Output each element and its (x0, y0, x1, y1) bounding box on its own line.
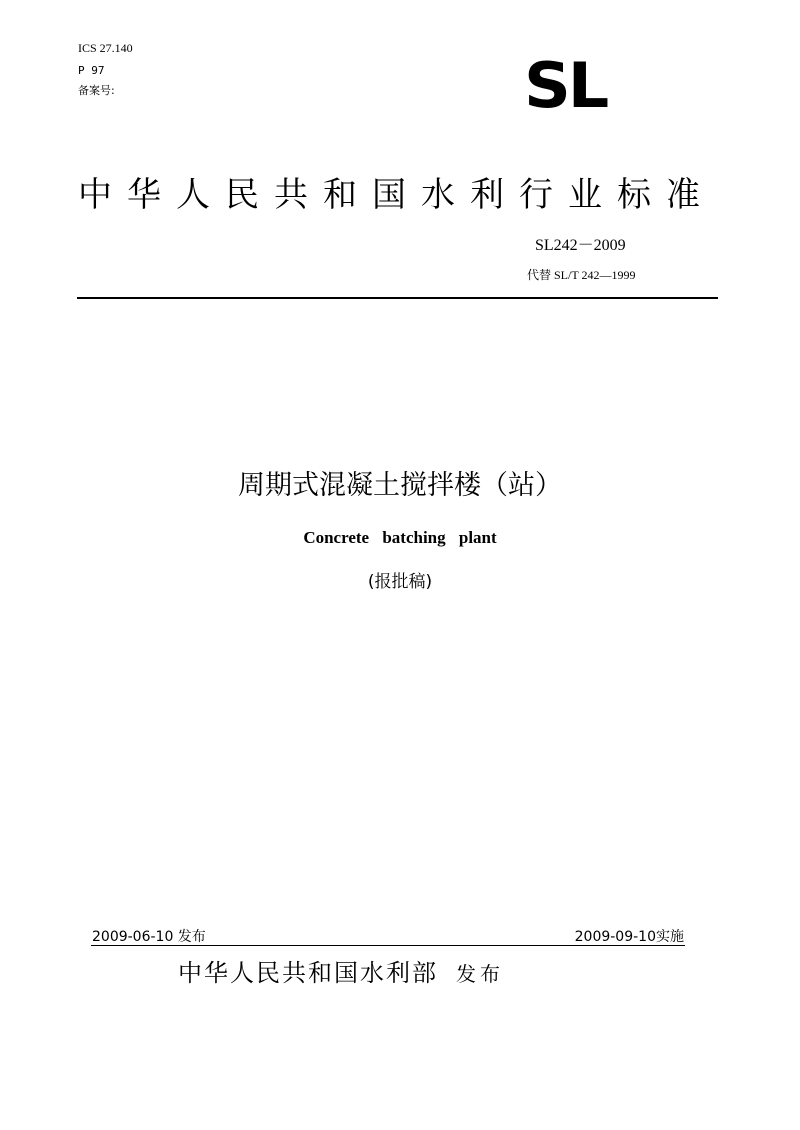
issue-date: 2009-06-10 发布 (92, 929, 206, 945)
standard-number: SL242－2009 (535, 237, 626, 254)
publisher (178, 955, 504, 992)
industry-standard-heading: 中华人民共和国水利行业标准 (78, 175, 715, 215)
ics-code: ICS 27.140 (78, 41, 133, 55)
replaces-standard: 代替 SL/T 242—1999 (527, 268, 636, 282)
classification-code: P 97 (78, 64, 105, 77)
header-divider (77, 297, 718, 299)
sl-logo: SL (524, 49, 607, 122)
document-title-chinese: 周期式混凝土搅拌楼（站） (238, 470, 562, 501)
publisher-name: 中华人民共和国水利部 (178, 959, 438, 987)
implementation-date: 2009-09-10实施 (574, 929, 684, 945)
publisher-suffix: 发布 (456, 962, 504, 986)
draft-status: (报批稿) (367, 572, 433, 592)
record-number-label: 备案号: (78, 84, 115, 97)
document-title-english: Concrete batching plant (303, 528, 497, 547)
footer-divider (91, 945, 685, 946)
